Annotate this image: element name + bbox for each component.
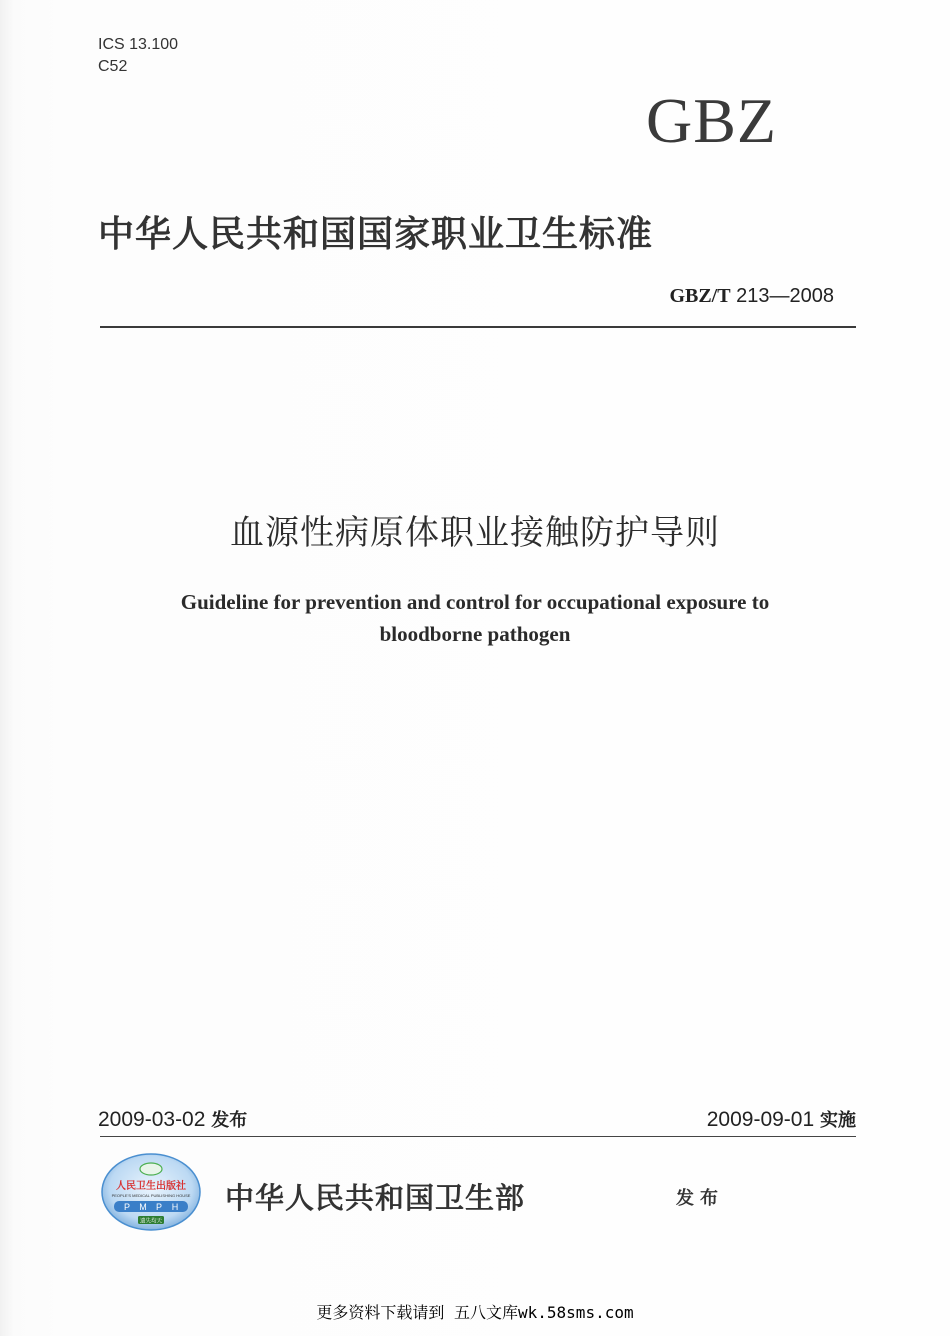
logo-emblem [140,1163,162,1175]
title-en-line-2: bloodborne pathogen [379,622,571,646]
effective-date-value: 2009-09-01 [706,1108,815,1131]
logo-letter-2: M [139,1202,147,1212]
logo-letter-3: P [155,1202,163,1212]
issue-date [98,1106,247,1132]
header-divider [100,326,856,328]
standard-number [669,285,834,308]
standard-number-rest: 213—2008 [730,285,834,307]
ics-code: ICS 13.100 [98,36,179,53]
document-title-en [140,586,810,650]
classification-codes [98,34,178,78]
logo-letter-1: P [123,1202,131,1212]
standard-category-title: 中华人民共和国国家职业卫生标准 [98,214,654,255]
issuing-label: 发布 [676,1188,724,1209]
document-title-cn: 血源性病原体职业接触防护导则 [230,513,720,553]
logo-name-en: PEOPLE'S MEDICAL PUBLISHING HOUSE [111,1193,191,1198]
issue-date-value: 2009-03-02 [98,1108,206,1131]
logo-name-cn: 人民卫生出版社 [116,1181,186,1192]
issue-date-label: 发布 [211,1110,248,1131]
issuing-authority: 中华人民共和国卫生部 [225,1181,526,1215]
standard-number-prefix: GBZ/T [669,285,731,307]
logo-badge-text: 遗失均天 [139,1218,163,1225]
logo-letter-4: H [171,1202,179,1212]
ccs-code: C52 [98,58,128,75]
title-en-line-1: Guideline for prevention and control for occupational exposure to [180,590,770,614]
publisher-logo [100,1152,202,1232]
footer-divider [100,1136,856,1137]
gbz-logo: GBZ [646,85,777,156]
effective-date-label: 实施 [820,1110,856,1131]
footer-download-note: 更多资料下载请到 五八文库wk.58sms.com [316,1303,634,1322]
effective-date [707,1106,856,1132]
